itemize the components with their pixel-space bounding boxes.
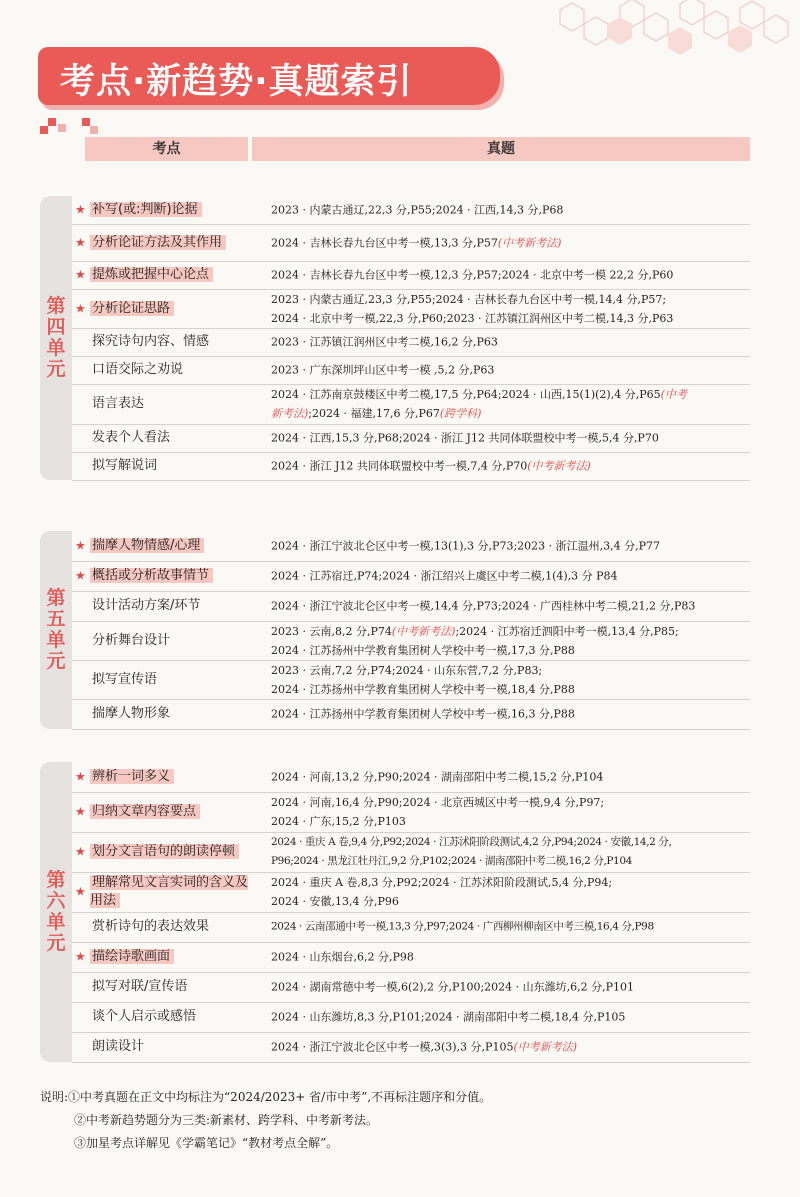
trend-tag: (中考新考法): [391, 624, 456, 638]
zhenti-cell: [271, 833, 746, 871]
zhenti-line: [271, 567, 746, 586]
zhenti-line: [271, 201, 746, 220]
table-row: [72, 872, 750, 913]
kaodian-cell: [90, 201, 252, 219]
zhenti-line: [271, 385, 746, 404]
kaodian-text: 口语交际之劝说: [92, 362, 184, 377]
kaodian-text: 概括或分析故事情节: [90, 568, 213, 583]
kaodian-text: 补写(或:判断)论据: [90, 202, 202, 217]
kaodian-text: 设计活动方案/环节: [92, 598, 201, 613]
zhenti-text: ;2024 · 福建,17,6 分,P67: [308, 407, 440, 420]
zhenti-text: 2024 · 河南,13,2 分,P90;2024 · 湖南邵阳中考二模,15,2 分,P104: [271, 770, 604, 784]
table-row: [72, 356, 750, 385]
zhenti-cell: [271, 978, 746, 997]
kaodian-text: 拟写对联/宣传语: [92, 979, 188, 994]
kaodian-cell: [90, 537, 252, 555]
kaodian-text: 拟写宣传语: [92, 671, 158, 687]
unit-tab: [40, 196, 72, 480]
kaodian-text: 分析论证思路: [90, 301, 174, 316]
zhenti-line: [271, 429, 746, 448]
column-header-kaodian: 考点: [85, 137, 248, 161]
kaodian-text: 揣摩人物情感/心理: [90, 538, 204, 553]
zhenti-line: [271, 622, 746, 641]
zhenti-cell: [271, 429, 746, 448]
kaodian-cell: [90, 361, 252, 379]
zhenti-text: 2024 · 浙江宁波北仑区中考一模,14,4 分,P73;2024 · 广西桂林中考二模,21,2 分,P83: [271, 599, 696, 613]
trend-tag: (中考: [660, 388, 687, 401]
kaodian-text: 语言表达: [92, 396, 145, 411]
zhenti-text: 2024 · 重庆 A 卷,9,4 分,P92;2024 · 江苏沭阳阶段测试,4,2 分,P94;2024 · 安徽,14,2 分,: [271, 836, 672, 848]
kaodian-cell: [90, 671, 252, 689]
kaodian-cell: [90, 705, 252, 723]
zhenti-cell: [271, 385, 746, 423]
unit-tab: [40, 762, 72, 1062]
zhenti-text: ;2024 · 江苏宿迁泗阳中考一模,13,4 分,P85;: [455, 624, 679, 638]
page-title: 考点·新趋势·真题索引: [60, 62, 413, 102]
zhenti-cell: [271, 661, 746, 699]
star-icon: ★: [75, 202, 86, 217]
zhenti-line: [271, 852, 746, 871]
table-row: [72, 561, 750, 592]
table-row: [72, 621, 750, 661]
kaodian-text: 探究诗句内容、情感: [92, 334, 210, 349]
kaodian-text: 理解常见文言实词的含义及用法: [90, 875, 249, 908]
zhenti-text: 2024 · 重庆 A 卷,8,3 分,P92;2024 · 江苏沭阳阶段测试,5,4 分,P94;: [271, 876, 613, 889]
zhenti-line: [271, 873, 746, 892]
zhenti-line: [271, 333, 746, 352]
zhenti-cell: [271, 705, 746, 724]
zhenti-cell: [271, 918, 746, 937]
zhenti-line: [271, 233, 746, 252]
table-row: [72, 1032, 750, 1063]
star-icon: ★: [75, 300, 86, 315]
zhenti-text: 2024 · 北京中考一模,22,3 分,P60;2023 · 江苏镇江润州区中考二模,14,3 分,P63: [271, 311, 674, 325]
table-row: [72, 261, 750, 290]
zhenti-cell: [271, 233, 746, 252]
zhenti-text: 2023 · 内蒙古通辽,23,3 分,P55;2024 · 吉林长春九台区中考一模,14,4 分,P57;: [271, 292, 667, 306]
table-row: [72, 762, 750, 793]
zhenti-line: [271, 266, 746, 285]
zhenti-line: [271, 597, 746, 616]
star-icon: ★: [75, 844, 86, 859]
table-row: [72, 591, 750, 622]
kaodian-text: 拟写解说词: [92, 458, 158, 473]
kaodian-cell: [90, 918, 252, 936]
hexagon-pattern-decoration: [520, 0, 800, 70]
zhenti-line: [271, 680, 746, 699]
zhenti-cell: [271, 1038, 746, 1057]
kaodian-cell: [90, 1038, 252, 1056]
star-icon: ★: [75, 769, 86, 784]
zhenti-text: 2024 · 安徽,13,4 分,P96: [271, 895, 399, 908]
zhenti-text: 2023 · 云南,7,2 分,P74;2024 · 山东东营,7,2 分,P83;: [271, 663, 543, 677]
kaodian-text: 分析论证方法及其作用: [90, 235, 226, 250]
kaodian-cell: [90, 395, 252, 413]
zhenti-text: 2024 · 浙江 J12 共同体联盟校中考一模,7,4 分,P70: [271, 459, 528, 473]
zhenti-text: 2023 · 江苏镇江润州区中考二模,16,2 分,P63: [271, 335, 498, 349]
table-row: [72, 452, 750, 481]
zhenti-line: [271, 918, 746, 937]
kaodian-text: 赏析诗句的表达效果: [92, 919, 210, 934]
table-row: [72, 289, 750, 329]
table-row: [72, 424, 750, 453]
trend-tag: (中考新考法): [497, 236, 562, 249]
star-icon: ★: [75, 884, 86, 899]
table-row: [72, 942, 750, 973]
table-row: [72, 384, 750, 425]
kaodian-text: 提炼或把握中心论点: [90, 267, 213, 282]
zhenti-text: 2024 · 广东,15,2 分,P103: [271, 815, 406, 828]
zhenti-line: [271, 833, 746, 852]
kaodian-cell: [90, 632, 252, 650]
star-icon: ★: [75, 568, 86, 583]
note-line-2: ②中考新趋势题分为三类:新素材、跨学科、中考新考法。: [74, 1113, 379, 1127]
zhenti-text: 2024 · 江苏南京鼓楼区中考二模,17,5 分,P64;2024 · 山西,15(1)(2),4 分,P65: [271, 388, 661, 401]
zhenti-line: [271, 309, 746, 328]
kaodian-cell: [90, 768, 252, 786]
zhenti-text: 2023 · 云南,8,2 分,P74: [271, 624, 392, 638]
zhenti-text: 2024 · 浙江宁波北仑区中考一模,13(1),3 分,P73;2023 · 浙江温州,3,4 分,P77: [271, 539, 661, 553]
unit-label: 第六单元: [46, 869, 66, 954]
kaodian-text: 划分文言语句的朗读停顿: [90, 844, 239, 859]
zhenti-cell: [271, 361, 746, 380]
kaodian-text: 朗读设计: [92, 1039, 145, 1054]
zhenti-line: [271, 404, 746, 423]
zhenti-line: [271, 661, 746, 680]
star-icon: ★: [75, 234, 86, 249]
zhenti-line: [271, 290, 746, 309]
unit-label: 第五单元: [46, 587, 66, 672]
zhenti-text: 2024 · 河南,16,4 分,P90;2024 · 北京西城区中考一模,9,4 分,P97;: [271, 796, 605, 809]
kaodian-cell: [90, 457, 252, 475]
zhenti-text: 2024 · 山东潍坊,8,3 分,P101;2024 · 湖南邵阳中考二模,18,4 分,P105: [271, 1010, 626, 1024]
kaodian-text: 分析舞台设计: [92, 632, 171, 648]
note-line-3: ③加星考点详解见《学霸笔记》“教材考点全解”。: [74, 1136, 339, 1150]
kaodian-cell: [90, 978, 252, 996]
zhenti-cell: [271, 537, 746, 556]
kaodian-text: 谈个人启示或感悟: [92, 1009, 197, 1024]
trend-tag: (跨学科): [439, 407, 482, 420]
kaodian-text: 辨析一词多义: [90, 769, 174, 784]
zhenti-line: [271, 812, 746, 831]
zhenti-line: [271, 768, 746, 787]
table-row: [72, 660, 750, 700]
unit-section: [40, 196, 750, 480]
star-icon: ★: [75, 804, 86, 819]
zhenti-cell: [271, 201, 746, 220]
zhenti-line: [271, 641, 746, 660]
table-row: [72, 699, 750, 730]
zhenti-line: [271, 948, 746, 967]
zhenti-text: 2024 · 江苏扬州中学教育集团树人学校中考一模,16,3 分,P88: [271, 707, 575, 721]
kaodian-text: 发表个人看法: [92, 430, 171, 445]
column-header-zhenti: 真题: [252, 137, 750, 161]
zhenti-text: 2024 · 江苏宿迁,P74;2024 · 浙江绍兴上虞区中考二模,1(4),3 分 P84: [271, 569, 618, 583]
kaodian-cell: [90, 948, 252, 966]
kaodian-cell: [90, 429, 252, 447]
zhenti-cell: [271, 948, 746, 967]
zhenti-text: 2023 · 广东深圳坪山区中考一模 ,5,2 分,P63: [271, 363, 495, 377]
zhenti-line: [271, 361, 746, 380]
kaodian-cell: [90, 843, 252, 861]
zhenti-text: 2024 · 江苏扬州中学教育集团树人学校中考一模,18,4 分,P88: [271, 682, 575, 696]
zhenti-line: [271, 793, 746, 812]
zhenti-cell: [271, 622, 746, 660]
trend-tag: (中考新考法): [513, 1040, 578, 1054]
table-row: [72, 792, 750, 833]
zhenti-text: 2023 · 内蒙古通辽,22,3 分,P55;2024 · 江西,14,3 分,P68: [271, 203, 564, 217]
star-icon: ★: [75, 538, 86, 553]
zhenti-line: [271, 537, 746, 556]
zhenti-text: 2024 · 江苏扬州中学教育集团树人学校中考一模,17,3 分,P88: [271, 643, 575, 657]
zhenti-text: 2024 · 江西,15,3 分,P68;2024 · 浙江 J12 共同体联盟校中考一模,5,4 分,P70: [271, 431, 659, 445]
table-row: [72, 832, 750, 873]
zhenti-text: 2024 · 湖南常德中考一模,6(2),2 分,P100;2024 · 山东潍坊,6,2 分,P101: [271, 980, 635, 994]
trend-tag: 新考法): [271, 407, 309, 420]
zhenti-cell: [271, 793, 746, 831]
table-row: [72, 912, 750, 943]
kaodian-cell: [90, 803, 252, 821]
note-1: ①中考真题在正文中均标注为“2024/2023+ 省/市中考”,不再标注题序和分值。: [68, 1090, 492, 1104]
zhenti-cell: [271, 457, 746, 476]
kaodian-cell: [90, 1008, 252, 1026]
zhenti-text: 2024 · 吉林长春九台区中考一模,12,3 分,P57;2024 · 北京中考一模 22,2 分,P60: [271, 268, 674, 282]
star-icon: ★: [75, 949, 86, 964]
kaodian-cell: [90, 234, 252, 252]
zhenti-cell: [271, 290, 746, 328]
trend-tag: (中考新考法): [527, 459, 591, 473]
zhenti-cell: [271, 333, 746, 352]
kaodian-cell: [90, 597, 252, 615]
notes: [40, 1086, 760, 1155]
star-icon: ★: [75, 267, 86, 282]
zhenti-text: 2024 · 浙江宁波北仑区中考一模,3(3),3 分,P105: [271, 1040, 514, 1054]
zhenti-cell: [271, 1008, 746, 1027]
kaodian-cell: [90, 333, 252, 351]
zhenti-text: P96;2024 · 黑龙江牡丹江,9,2 分,P102;2024 · 湖南邵阳中考二模,16,2 分,P104: [271, 855, 632, 867]
zhenti-line: [271, 1008, 746, 1027]
kaodian-cell: [90, 266, 252, 284]
zhenti-cell: [271, 768, 746, 787]
kaodian-cell: [90, 567, 252, 585]
zhenti-cell: [271, 266, 746, 285]
zhenti-line: [271, 1038, 746, 1057]
table-row: [72, 972, 750, 1003]
table-row: [72, 196, 750, 225]
zhenti-text: 2024 · 云南邵通中考一模,13,3 分,P97;2024 · 广西柳州柳南区中考三模,16,4 分,P98: [271, 920, 654, 933]
kaodian-text: 描绘诗歌画面: [90, 949, 174, 964]
zhenti-text: 2024 · 山东烟台,6,2 分,P98: [271, 950, 414, 964]
zhenti-line: [271, 457, 746, 476]
unit-tab: [40, 531, 72, 729]
unit-section: [40, 762, 750, 1062]
kaodian-text: 揣摩人物形象: [92, 706, 171, 721]
zhenti-cell: [271, 567, 746, 586]
table-row: [72, 531, 750, 562]
unit-label: 第四单元: [46, 295, 66, 380]
zhenti-text: 2024 · 吉林长春九台区中考一模,13,3 分,P57: [271, 236, 498, 249]
note-line-1: [40, 1086, 760, 1109]
title-banner: [38, 47, 500, 105]
zhenti-cell: [271, 873, 746, 911]
zhenti-line: [271, 892, 746, 911]
kaodian-text: 归纳文章内容要点: [90, 804, 200, 819]
table-row: [72, 1002, 750, 1033]
table-row: [72, 224, 750, 262]
kaodian-cell: [90, 300, 252, 318]
kaodian-cell: [90, 874, 252, 910]
table-row: [72, 328, 750, 357]
zhenti-line: [271, 705, 746, 724]
zhenti-line: [271, 978, 746, 997]
notes-prefix: 说明:: [40, 1090, 69, 1104]
zhenti-cell: [271, 597, 746, 616]
unit-section: [40, 531, 750, 729]
